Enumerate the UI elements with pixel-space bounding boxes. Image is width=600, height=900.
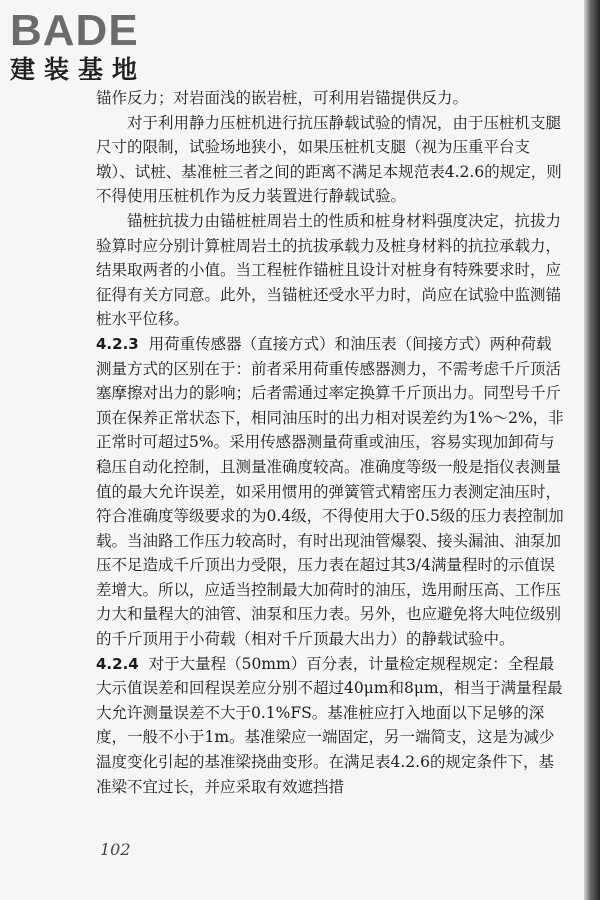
logo-mark: BADE (10, 6, 139, 55)
body-text (96, 86, 564, 799)
section-text: 用荷重传感器（直接方式）和油压表（间接方式）两种荷载测量方式的区别在于：前者采用荷重传感器测力，不需考虑千斤顶活塞摩擦对出力的影响；后者需通过率定换算千斤顶出力。同型号千斤顶在保养正常状态下，相同油压时的出力相对误差约为1%～2%，非正常时可超过5%。采用传感器测量荷重或油压，容易实现加卸荷与稳压自动化控制，且测量准确度较高。准确度等级一般是指仪表测量值的最大允许误差，如采用惯用的弹簧管式精密压力表测定油压时，符合准确度等级要求的为0.4级，不得使用大于0.5级的压力表控制加载。当油路工作压力较高时，有时出现油管爆裂、接头漏油、油泵加压不足造成千斤顶出力受限，压力表在超过其3/4满量程时的示值误差增大。所以，应适当控制最大加荷时的油压，选用耐压高、工作压力大和量程大的油管、油泵和压力表。另外，也应避免将大吨位级别的千斤顶用于小荷载（相对千斤顶最大出力）的静载试验中。 (96, 334, 564, 649)
section-4-2-3 (96, 332, 564, 652)
section-number: 4.2.3 (96, 334, 139, 353)
paragraph-continuation: 锚作反力；对岩面浅的嵌岩桩，可利用岩锚提供反力。 (96, 89, 469, 107)
page-number: 102 (100, 840, 131, 859)
watermark-logo (10, 8, 180, 84)
logo-subtitle: 建装基地 (10, 55, 147, 84)
section-number: 4.2.4 (96, 654, 139, 673)
section-text: 对于大量程（50mm）百分表，计量检定规程规定：全程最大示值误差和回程误差应分别不超过40μm和8μm，相当于满量程最大允许测量误差不大于0.1%FS。基准桩应打入地面以下足够的深度，一般不小于1m。基准梁应一端固定，另一端简支，这是为减少温度变化引起的基准梁挠曲变形。在满足表4.2.6的规定条件下，基准梁不宜过长，并应采取有效遮挡措 (96, 654, 563, 796)
paragraph-static-press: 对于利用静力压桩机进行抗压静载试验的情况，由于压桩机支腿尺寸的限制，试验场地狭小，如果压桩机支腿（视为压重平台支墩）、试桩、基准桩三者之间的距离不满足本规范表4.2.6的规定，则不得使用压桩机作为反力装置进行静载试验。 (96, 113, 562, 206)
paragraph-anchor-pile: 锚桩抗拔力由锚桩桩周岩土的性质和桩身材料强度决定，抗拔力验算时应分别计算桩周岩土的抗拔承载力及桩身材料的抗拉承载力，结果取两者的小值。当工程桩作锚桩且设计对桩身有特殊要求时，应征得有关方同意。此外，当锚桩还受水平力时，尚应在试验中监测锚桩水平位移。 (96, 211, 562, 329)
section-4-2-4 (96, 652, 564, 800)
page-edge-shadow (584, 0, 600, 900)
